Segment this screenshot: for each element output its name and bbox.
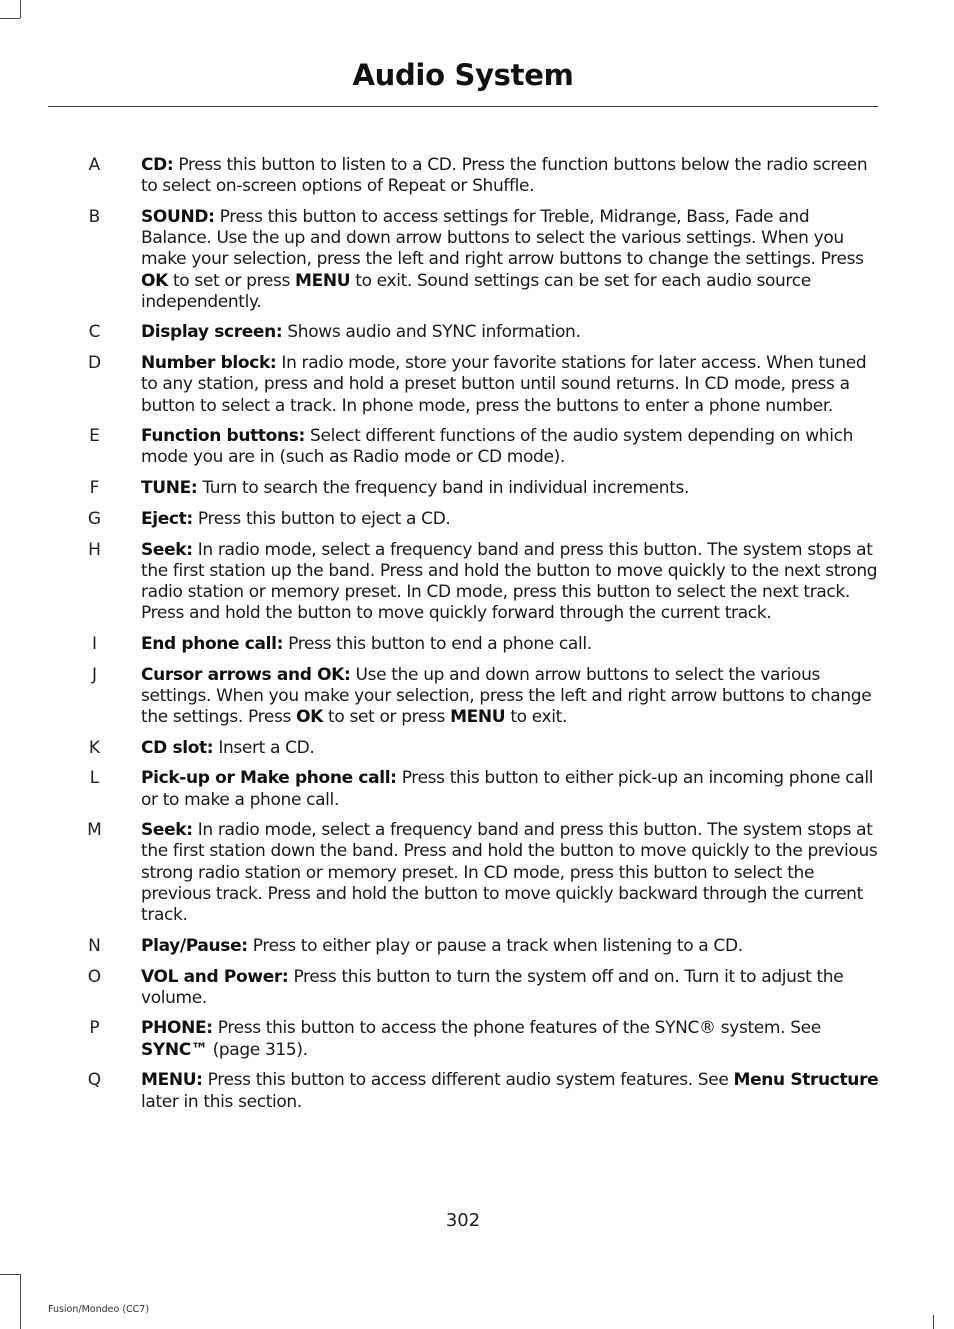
legend-item: [48, 478, 880, 499]
legend-item: [48, 665, 880, 729]
legend-text: to exit. Sound settings can be set for each audio source independently.: [141, 270, 811, 312]
legend-term: MENU:: [141, 1070, 203, 1091]
legend-text: Select different functions of the audio system depending on which mode you are in (such as Radio mode or CD mode).: [141, 426, 854, 468]
legend-letter: D: [87, 353, 102, 374]
legend-text: to exit.: [505, 706, 568, 727]
legend-letter: K: [88, 737, 101, 758]
legend-letter: J: [91, 664, 97, 685]
page-number: 302: [445, 1210, 481, 1231]
legend-description: [141, 509, 880, 530]
legend-letter: A: [88, 155, 101, 175]
legend-item: [48, 967, 880, 1009]
legend-text: Press this button to access different audio system features. See: [202, 1070, 734, 1091]
legend-item: [48, 1070, 880, 1112]
legend-letter: O: [87, 966, 102, 987]
legend-item: [48, 634, 880, 655]
legend-text: In radio mode, store your favorite stations for later access. When tuned to any station, press and hold a preset button until sound returns. In CD mode, press a button to select a track. In phone mode, press the buttons to enter a phone number.: [141, 353, 867, 416]
legend-emphasis: SYNC™: [141, 1039, 208, 1060]
legend-text: to set or press: [167, 270, 296, 291]
control-legend-list: [48, 155, 880, 1122]
legend-term: CD slot:: [141, 737, 214, 758]
legend-text: Press this button to access the phone features of the SYNC® system. See: [212, 1018, 821, 1039]
legend-description: [141, 634, 880, 655]
legend-text: Press this button to listen to a CD. Press the function buttons below the radio screen to select on-screen options of Repeat or Shuffle.: [141, 155, 868, 197]
legend-item: [48, 540, 880, 625]
legend-text: later in this section.: [141, 1091, 302, 1112]
legend-item: [48, 155, 880, 197]
legend-emphasis: OK: [296, 706, 323, 727]
footer-model: Fusion/Mondeo (CC7): [48, 1304, 150, 1315]
legend-term: VOL and Power:: [141, 966, 289, 987]
legend-text: to set or press: [323, 706, 451, 727]
legend-text: Insert a CD.: [213, 737, 315, 758]
legend-emphasis: Menu Structure: [733, 1070, 879, 1091]
legend-text: In radio mode, select a frequency band and press this button. The system stops at the first station down the band. Press and hold the button to move quickly to the previous strong radio station or memory preset. In CD mode, press this button to select the previous track. Press and hold the button to move quickly backward through the current track.: [141, 820, 878, 926]
page-title: Audio System: [352, 58, 574, 92]
legend-description: [141, 665, 880, 729]
legend-letter: E: [89, 426, 100, 447]
crop-mark: [933, 1315, 934, 1329]
legend-term: CD:: [141, 155, 174, 175]
crop-mark: [0, 18, 20, 19]
legend-letter: C: [88, 322, 101, 343]
legend-text: Press this button to either pick-up an incoming phone call or to make a phone call.: [141, 768, 874, 810]
crop-mark: [20, 1274, 21, 1329]
legend-description: [141, 820, 880, 926]
legend-item: [48, 509, 880, 530]
title-divider: [48, 106, 878, 107]
legend-letter: F: [89, 478, 100, 499]
legend-text: In radio mode, select a frequency band and press this button. The system stops at the first station up the band. Press and hold the button to move quickly to the next strong radio station or memory preset. In CD mode, press this button to select the next track. Press and hold the button to move quickly forward through the current track.: [141, 539, 878, 624]
legend-description: [141, 540, 880, 625]
legend-item: [48, 207, 880, 313]
legend-letter: N: [88, 935, 101, 956]
legend-description: [141, 155, 880, 197]
crop-mark: [20, 0, 21, 18]
legend-item: [48, 322, 880, 343]
crop-mark: [0, 1274, 20, 1275]
legend-term: Play/Pause:: [141, 935, 248, 956]
legend-text: Press to either play or pause a track when listening to a CD.: [247, 935, 743, 956]
legend-description: [141, 768, 880, 810]
legend-item: [48, 353, 880, 417]
legend-letter: L: [89, 768, 100, 789]
legend-term: Function buttons:: [141, 426, 305, 447]
legend-emphasis: MENU: [295, 270, 351, 291]
legend-term: PHONE:: [141, 1018, 213, 1039]
legend-description: [141, 353, 880, 417]
legend-term: TUNE:: [141, 478, 198, 499]
legend-description: [141, 478, 880, 499]
legend-description: [141, 322, 880, 343]
legend-emphasis: MENU: [450, 706, 506, 727]
legend-item: [48, 768, 880, 810]
legend-letter: Q: [87, 1070, 102, 1091]
legend-letter: I: [91, 633, 97, 654]
legend-letter: P: [89, 1018, 100, 1039]
legend-term: Display screen:: [141, 322, 283, 343]
legend-term: Eject:: [141, 508, 193, 529]
legend-description: [141, 1018, 880, 1060]
legend-letter: M: [87, 820, 102, 841]
legend-text: (page 315).: [207, 1039, 308, 1060]
legend-text: Press this button to eject a CD.: [192, 508, 451, 529]
legend-term: Cursor arrows and OK:: [141, 664, 351, 685]
legend-emphasis: OK: [141, 270, 168, 291]
legend-description: [141, 967, 880, 1009]
legend-description: [141, 207, 880, 313]
legend-item: [48, 738, 880, 759]
legend-letter: B: [88, 206, 101, 227]
legend-text: Press this button to end a phone call.: [283, 633, 592, 654]
legend-term: Seek:: [141, 820, 193, 841]
legend-text: Press this button to access settings for Treble, Midrange, Bass, Fade and Balance. Use the up and down arrow buttons to select the various settings. When you make your selection, press the left and right arrow buttons to change the settings. Press: [141, 206, 864, 270]
legend-term: Seek:: [141, 539, 193, 560]
legend-term: Number block:: [141, 353, 277, 374]
legend-letter: G: [87, 508, 102, 529]
legend-item: [48, 820, 880, 926]
legend-term: Pick-up or Make phone call:: [141, 768, 397, 789]
legend-text: Turn to search the frequency band in individual increments.: [197, 478, 690, 499]
legend-description: [141, 426, 880, 468]
legend-description: [141, 936, 880, 957]
legend-letter: H: [88, 539, 101, 560]
legend-description: [141, 738, 880, 759]
legend-text: Use the up and down arrow buttons to select the various settings. When you make your selection, press the left and right arrow buttons to change the settings. Press: [141, 664, 872, 727]
legend-text: Shows audio and SYNC information.: [282, 322, 581, 343]
legend-text: Press this button to turn the system off and on. Turn it to adjust the volume.: [141, 966, 844, 1008]
legend-term: End phone call:: [141, 633, 284, 654]
legend-description: [141, 1070, 880, 1112]
legend-term: SOUND:: [141, 206, 215, 227]
legend-item: [48, 1018, 880, 1060]
legend-item: [48, 426, 880, 468]
legend-item: [48, 936, 880, 957]
